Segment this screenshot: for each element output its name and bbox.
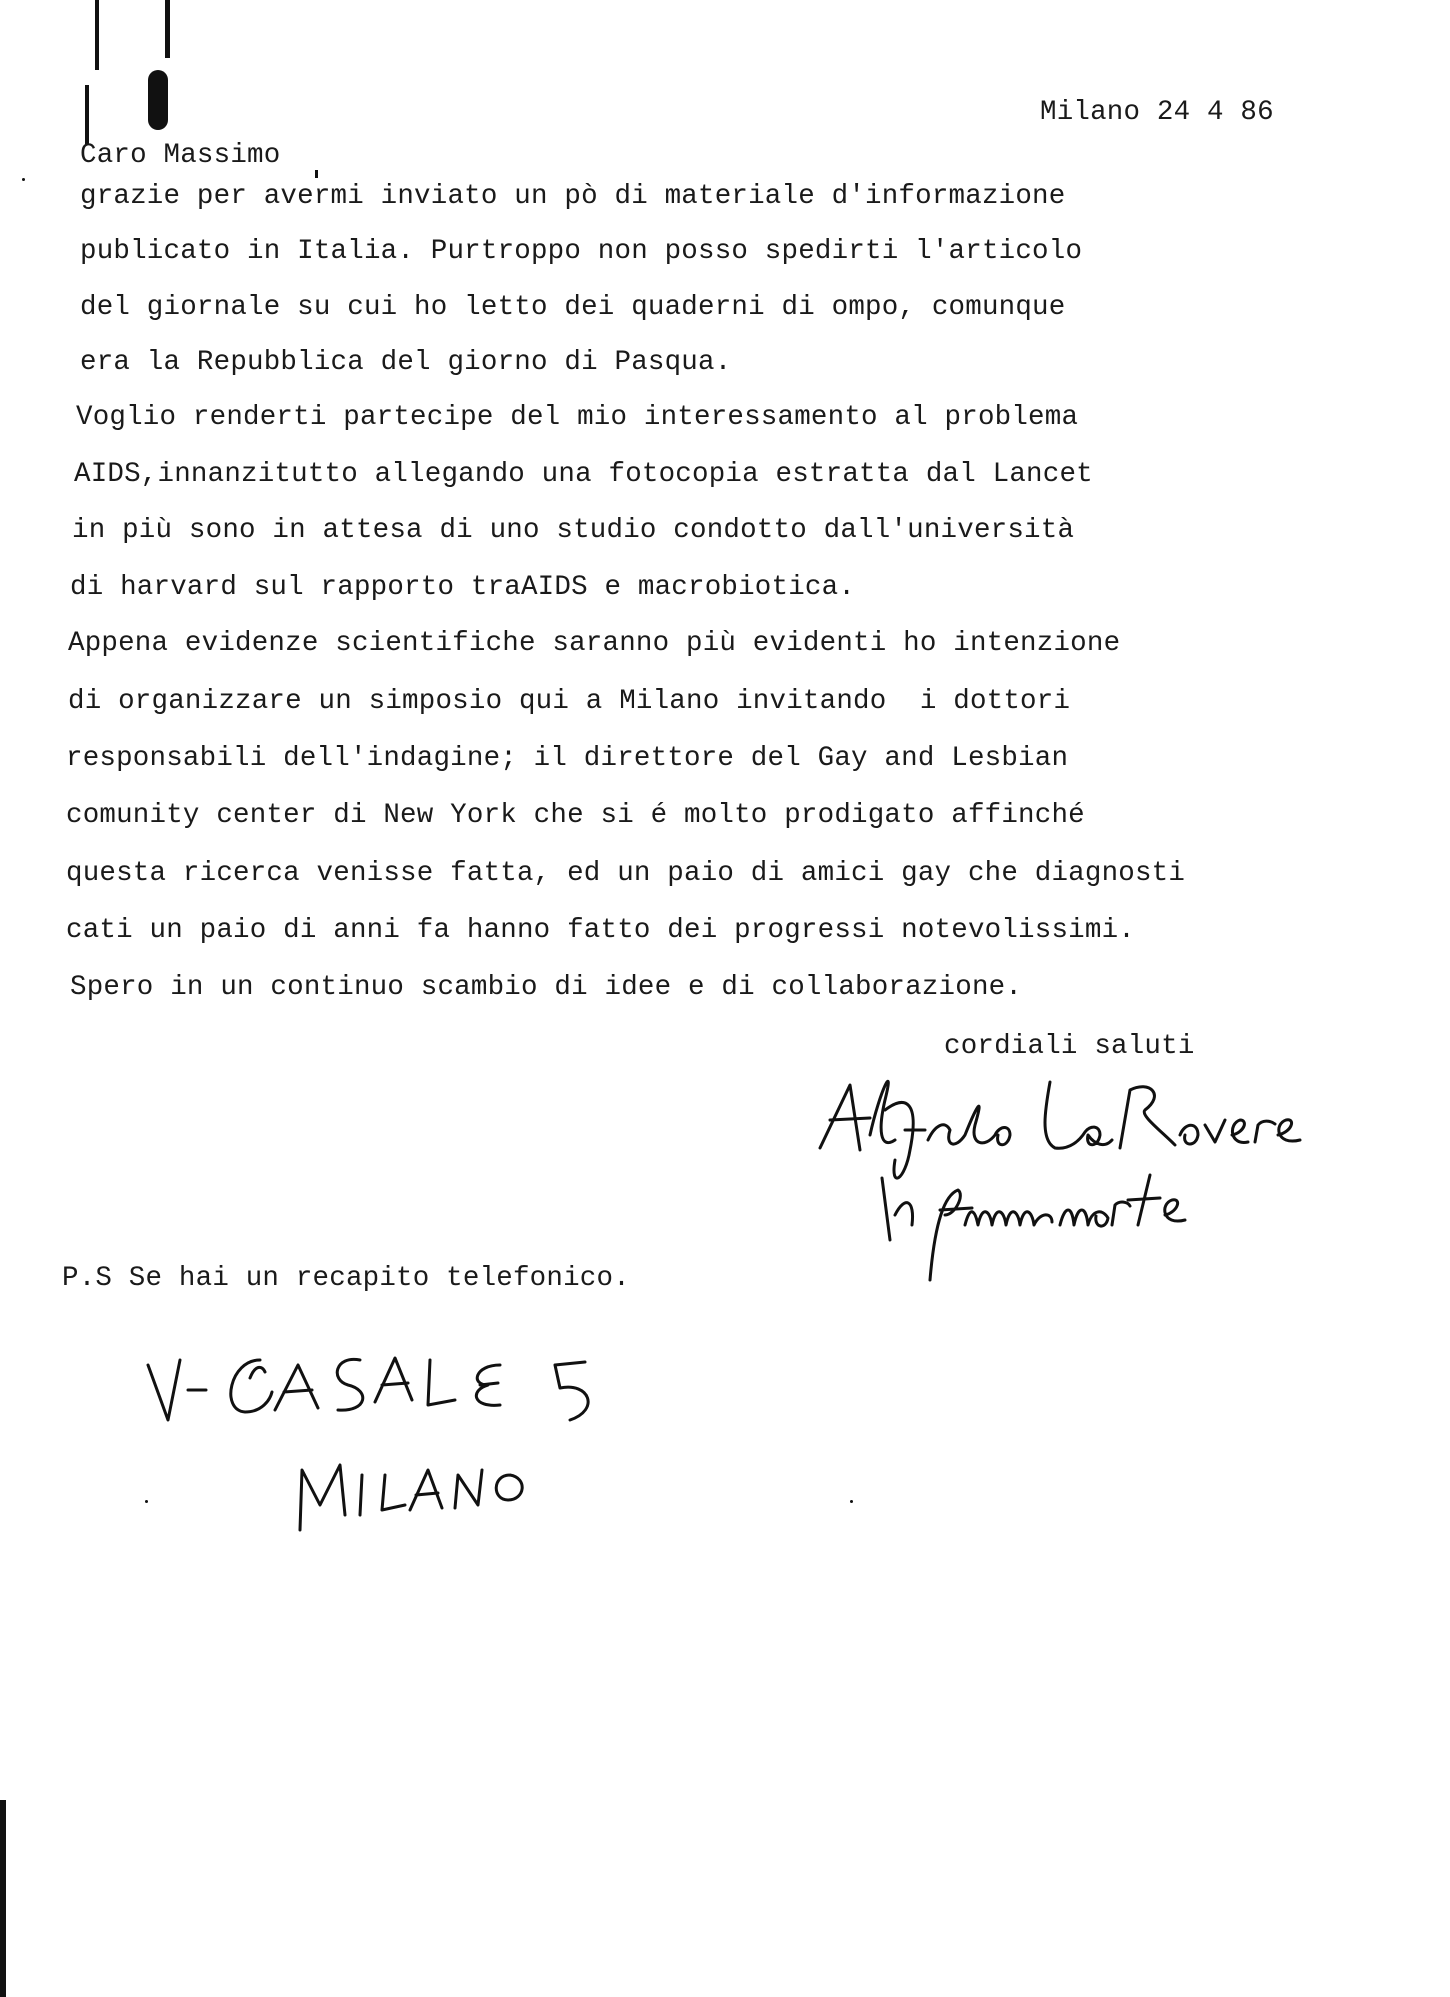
salutation: Caro Massimo (80, 140, 281, 171)
body-line: era la Repubblica del giorno di Pasqua. (80, 347, 732, 378)
place-date: Milano 24 4 86 (1040, 97, 1274, 128)
postscript: P.S Se hai un recapito telefonico. (62, 1263, 630, 1294)
body-line: cati un paio di anni fa hanno fatto dei progressi notevolissimi. (66, 915, 1135, 946)
body-line: di organizzare un simposio qui a Milano invitando i dottori (68, 686, 1071, 717)
body-line: Appena evidenze scientifiche saranno più evidenti ho intenzione (68, 628, 1121, 659)
body-line: in più sono in attesa di uno studio condotto dall'università (72, 515, 1075, 546)
body-line: publicato in Italia. Purtroppo non posso spedirti l'articolo (80, 236, 1083, 267)
speck (22, 178, 25, 181)
body-line: del giornale su cui ho letto dei quaderni di ompo, comunque (80, 292, 1066, 323)
speck (145, 1500, 148, 1503)
closing: cordiali saluti (944, 1031, 1195, 1062)
speck (850, 1500, 853, 1503)
speck (315, 170, 318, 178)
body-line: di harvard sul rapporto traAIDS e macrobiotica. (70, 572, 856, 603)
body-line: questa ricerca venisse fatta, ed un paio di amici gay che diagnosti (66, 858, 1186, 889)
body-line: Voglio renderti partecipe del mio interessamento al problema (76, 402, 1079, 433)
body-line: grazie per avermi inviato un pò di materiale d'informazione (80, 181, 1066, 212)
body-line: AIDS,innanzitutto allegando una fotocopia estratta dal Lancet (74, 459, 1093, 490)
body-line: Spero in un continuo scambio di idee e di collaborazione. (70, 972, 1023, 1003)
body-line: responsabili dell'indagine; il direttore del Gay and Lesbian (66, 743, 1069, 774)
body-line: comunity center di New York che si é molto prodigato affinché (66, 800, 1085, 831)
